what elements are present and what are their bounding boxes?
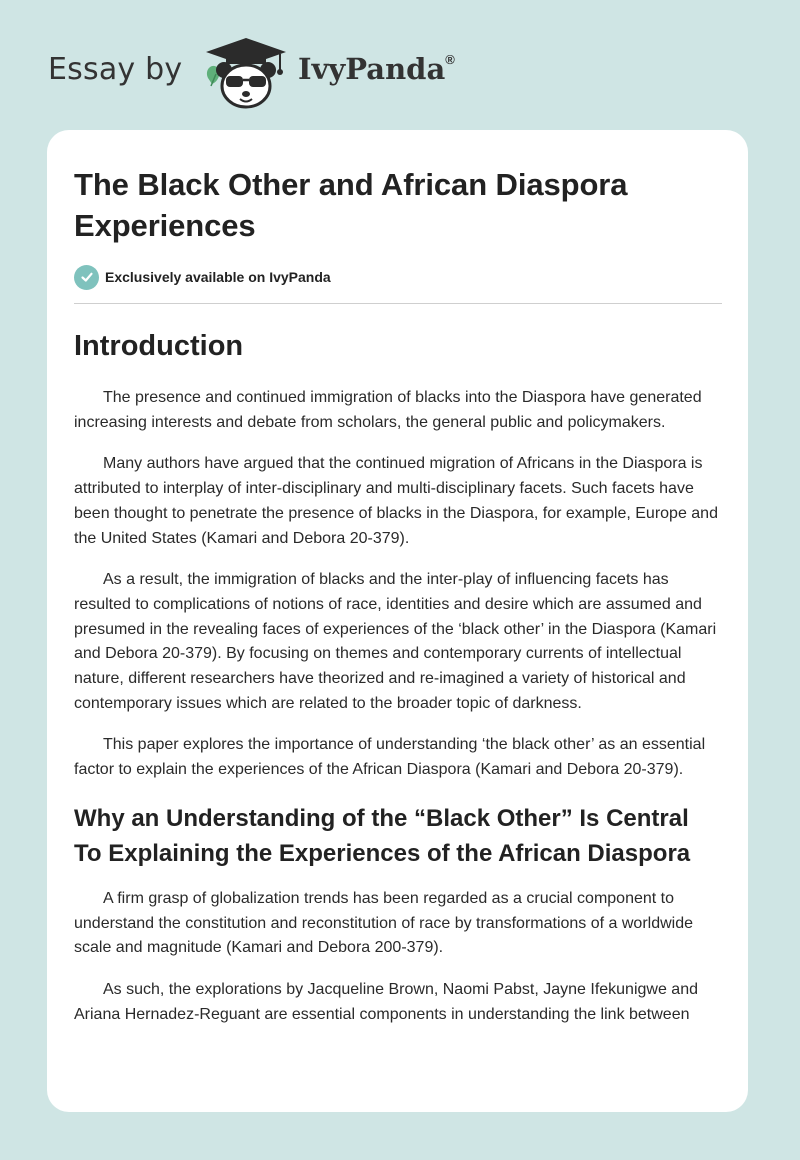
panda-logo-icon[interactable] (202, 34, 290, 110)
check-circle-icon (74, 265, 99, 290)
title-divider (74, 303, 722, 304)
essay-card (47, 130, 748, 1112)
paragraph: A firm grasp of globalization trends has been regarded as a crucial component to understand the constitution and reconstitution of race by transformations of a worldwide scale and magnitude (Kamari and Debora 200-379). (74, 889, 694, 957)
exclusive-badge-label: Exclusively available on IvyPanda (105, 269, 331, 285)
paragraph: The presence and continued immigration of blacks into the Diaspora have generated increasing interests and debate from scholars, the general public and policymakers. (74, 389, 702, 431)
site-header (48, 34, 508, 114)
section-heading: Why an Understanding of the “Black Other” Is Central To Explaining the Experiences of the African Diaspora (74, 804, 691, 867)
paragraph: As a result, the immigration of blacks and the inter-play of influencing facets has resulted to complications of notions of race, identities and desire which are assumed and presumed in the revealing faces of experiences of the ‘black other’ in the Diaspora (Kamari and Debora 20-379). By focusing on themes and contemporary currents of intellectual nature, different researchers have theorized and re-imagined a variety of historical and contemporary issues which are related to the broader topic of darkness. (74, 571, 717, 712)
section-heading: Introduction (74, 330, 244, 362)
section-black-other (74, 801, 722, 1028)
section-introduction (74, 328, 722, 783)
essay-title: The Black Other and African Diaspora Experiences (74, 167, 628, 243)
registered-mark: ® (445, 52, 455, 68)
ivypanda-wordmark[interactable]: IvyPanda® (298, 52, 455, 86)
exclusive-badge (74, 264, 722, 290)
paragraph: Many authors have argued that the continued migration of Africans in the Diaspora is attributed to interplay of inter-disciplinary and multi-disciplinary facets. Such facets have been thought to penetrate the presence of blacks in the Diaspora, for example, Europe and the United States (Kamari and Debora 20-379). (74, 455, 718, 547)
paragraph: As such, the explorations by Jacqueline Brown, Naomi Pabst, Jayne Ifekunigwe and Ariana Hernadez-Reguant are essential components in understanding the link between (74, 980, 698, 1023)
paragraph: This paper explores the importance of understanding ‘the black other’ as an essential factor to explain the experiences of the African Diaspora (Kamari and Debora 20-379). (74, 736, 706, 779)
essay-by-label: Essay by (48, 52, 183, 87)
